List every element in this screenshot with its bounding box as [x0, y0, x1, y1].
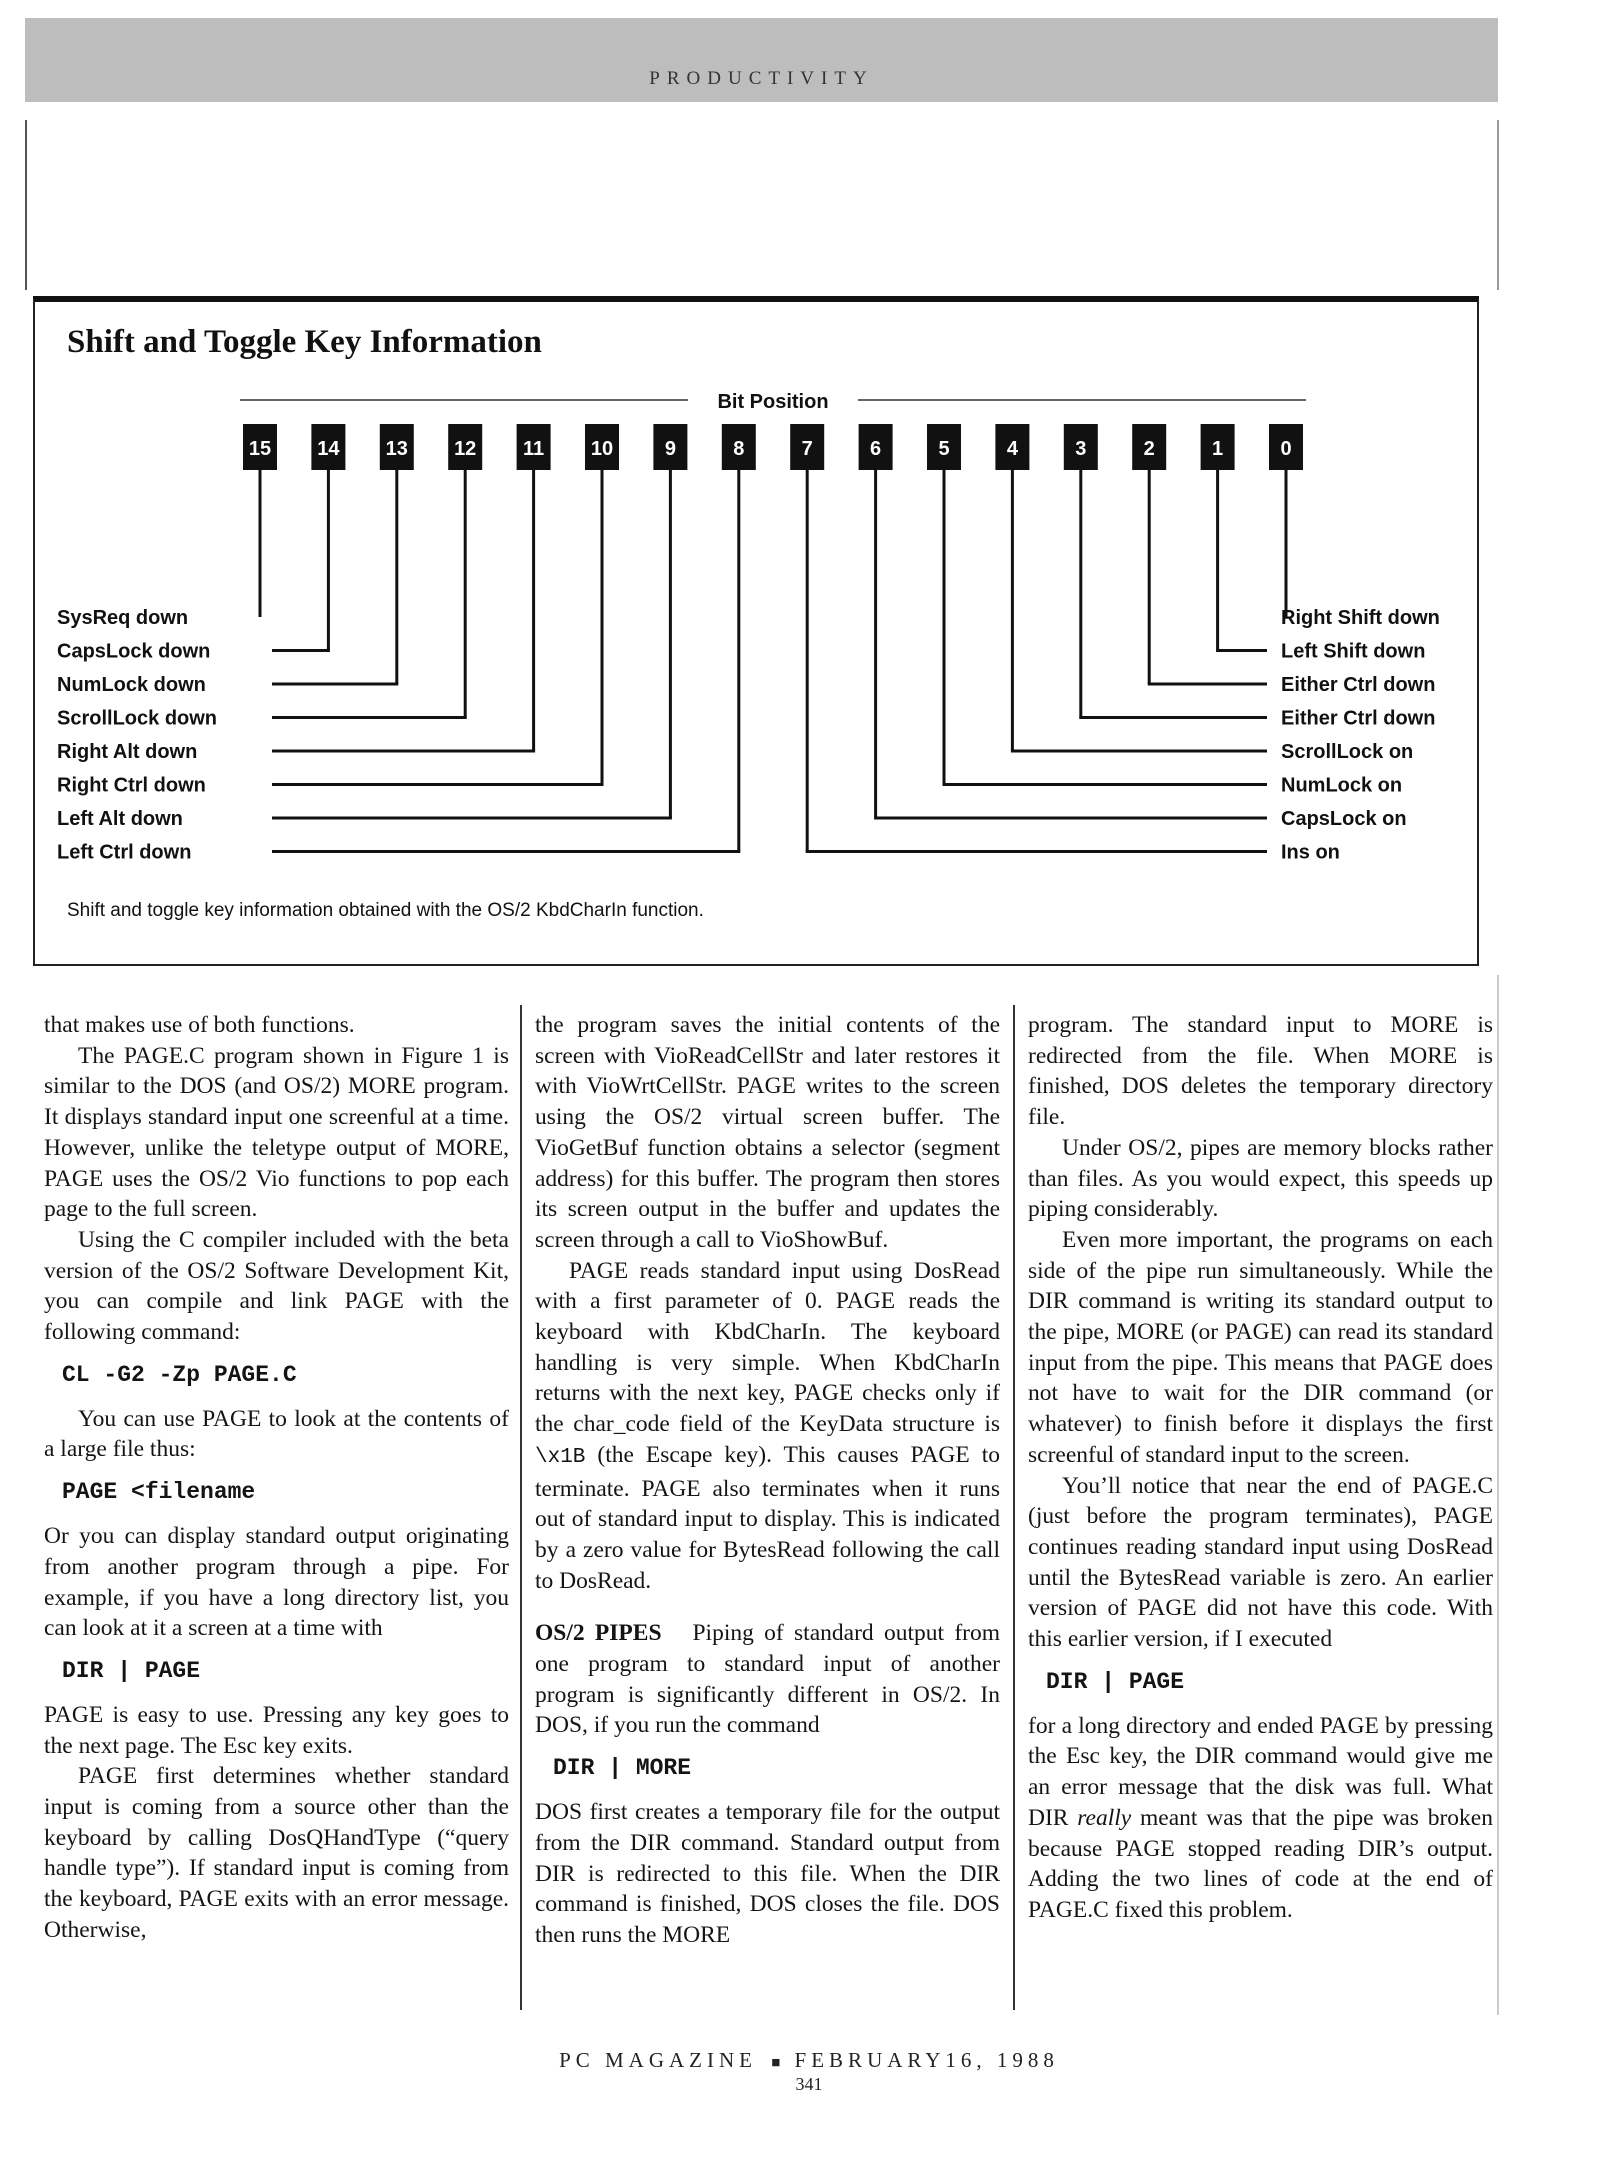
paragraph: Even more important, the programs on each side of the pipe run simultaneously. While the DIR command is writing its standard output to the pipe, MORE (or PAGE) can read its standard input from the pipe. This means that PAGE does not have to wait for the DIR command (or whatever) to finish before it displays the first screenful of standard input to the screen. [1028, 1226, 1493, 1468]
left-bit-label: NumLock down [57, 674, 206, 696]
column-rule-1 [520, 1005, 522, 2010]
page-number: 341 [795, 2074, 823, 2094]
frame-rule-left [25, 120, 27, 290]
paragraph: PAGE first determines whether standard input is coming from a source other than the keyboard by calling DosQHandType (“query handle type”). If standard input is coming from the keyboard, PAGE exits with an error message. Otherwise, [44, 1763, 509, 1943]
bit-number-13: 13 [385, 438, 408, 460]
left-bit-label: CapsLock down [57, 640, 211, 663]
bit-number-2: 2 [1143, 438, 1155, 460]
right-bit-label: ScrollLock on [1281, 741, 1414, 763]
bit-number-0: 0 [1280, 438, 1292, 460]
figure-caption: Shift and toggle key information obtained with the OS/2 KbdCharIn function. [67, 900, 704, 921]
bit-number-10: 10 [590, 438, 614, 460]
left-bit-label: Left Ctrl down [57, 841, 192, 864]
bit-number-15: 15 [248, 438, 272, 460]
left-bit-label: SysReq down [57, 607, 189, 629]
article-column-3 [1028, 1010, 1493, 1926]
paragraph [535, 1618, 1000, 1741]
right-bit-label: Ins on [1281, 841, 1340, 864]
left-bit-label: Right Ctrl down [57, 774, 206, 797]
bit-number-5: 5 [938, 438, 950, 460]
bit-number-8: 8 [733, 438, 745, 460]
right-bit-label: Either Ctrl down [1281, 707, 1436, 730]
right-bit-label: Either Ctrl down [1281, 674, 1436, 696]
bit-number-6: 6 [870, 438, 882, 460]
bit-number-12: 12 [454, 438, 477, 460]
frame-rule-right-lower [1497, 975, 1499, 2015]
right-bit-label: NumLock on [1281, 774, 1403, 797]
paragraph: You’ll notice that near the end of PAGE.C (just before the program terminates), PAGE continues reading standard input using DosRead until the BytesRead variable is zero. An earlier version of PAGE did not have this code. With this earlier version, if I executed [1028, 1472, 1493, 1653]
paragraph-text: PAGE reads standard input using DosRead with a first parameter of 0. PAGE reads the keyboard with KbdCharIn. The keyboard handling is very simple. When KbdCharIn returns with the next key, PAGE checks only if the char_code field of the KeyData structure is [535, 1257, 1000, 1438]
bit-position-label: Bit Position [717, 391, 829, 413]
paragraph [1028, 1711, 1493, 1926]
paragraph: Or you can display standard output originating from another program through a pipe. For example, if you have a long directory list, you can look at it a screen at a time with [44, 1523, 509, 1642]
section-heading: OS/2 PIPES [535, 1620, 662, 1647]
section-title: PRODUCTIVITY [649, 68, 874, 89]
paragraph: PAGE is easy to use. Pressing any key goes to the next page. The Esc key exits. [44, 1701, 509, 1759]
right-bit-label: Right Shift down [1281, 607, 1440, 629]
emphasis: really [1077, 1804, 1132, 1831]
code-line: DIR | MORE [553, 1755, 692, 1782]
paragraph-text: (the Escape key). This causes PAGE to terminate. PAGE also terminates when it runs out of standard input to display. This is indicated by a zero value for BytesRead following the call to DosRead. [535, 1441, 1000, 1594]
issue-date: FEBRUARY16, 1988 [794, 2048, 1059, 2072]
bit-number-4: 4 [1006, 438, 1018, 460]
bit-number-14: 14 [317, 438, 340, 460]
bit-number-1: 1 [1212, 438, 1224, 460]
page-footer [0, 2048, 1618, 2073]
article-column-1 [44, 1010, 509, 1946]
bit-number-9: 9 [664, 438, 676, 460]
code-line: DIR | PAGE [1046, 1668, 1185, 1695]
frame-rule-right [1497, 120, 1499, 290]
code-line: DIR | PAGE [62, 1657, 201, 1684]
paragraph: program. The standard input to MORE is redirected from the file. When MORE is finished, DOS deletes the temporary directory file. [1028, 1012, 1493, 1131]
paragraph-text: meant was that the pipe was broken because PAGE stopped reading DIR’s output. Adding the two lines of code at the end of PAGE.C fixed this problem. [1028, 1804, 1493, 1923]
right-bit-label: Left Shift down [1281, 640, 1426, 663]
article-column-2 [535, 1010, 1000, 1951]
bit-diagram [35, 302, 1481, 972]
paragraph: DOS first creates a temporary file for the output from the DIR command. Standard output from DIR is redirected to this file. When the DIR command is finished, DOS closes the file. DOS then runs the MORE [535, 1799, 1000, 1948]
code-line: CL -G2 -Zp PAGE.C [62, 1361, 297, 1388]
inline-code: \x1B [535, 1445, 586, 1469]
bit-number-3: 3 [1075, 438, 1087, 460]
right-bit-label: CapsLock on [1281, 808, 1407, 830]
left-bit-label: ScrollLock down [57, 707, 218, 730]
bit-diagram-figure [33, 296, 1479, 966]
header-bar [25, 18, 1498, 102]
paragraph: Under OS/2, pipes are memory blocks rather than files. As you would expect, this speeds up piping considerably. [1028, 1134, 1493, 1223]
bit-number-11: 11 [523, 438, 545, 460]
paragraph-text: for a long directory and ended PAGE by pressing the Esc key, the DIR command would give me an error message that the disk was full. What DIR [1028, 1712, 1493, 1831]
left-bit-label: Right Alt down [57, 741, 198, 763]
magazine-name: PC MAGAZINE [559, 2048, 757, 2072]
footer-separator: ■ [771, 2055, 781, 2071]
paragraph: You can use PAGE to look at the contents of a large file thus: [44, 1405, 509, 1463]
paragraph: the program saves the initial contents of the screen with VioReadCellStr and later restores it with VioWrtCellStr. PAGE writes to the screen using the OS/2 virtual screen buffer. The VioGetBuf function obtains a selector (segment address) for this buffer. The program then stores its screen output in the buffer and updates the screen through a call to VioShowBuf. [535, 1012, 1000, 1253]
paragraph [535, 1256, 1000, 1597]
left-bit-label: Left Alt down [57, 808, 183, 830]
code-line: PAGE <filename [62, 1479, 256, 1506]
column-rule-2 [1013, 1005, 1015, 2010]
paragraph: Using the C compiler included with the beta version of the OS/2 Software Development Kit, you can compile and link PAGE with the following command: [44, 1226, 509, 1346]
paragraph-text: Piping of standard output from one program to standard input of another program is significantly different in OS/2. In DOS, if you run the command [535, 1620, 1000, 1739]
paragraph: that makes use of both functions. [44, 1012, 355, 1038]
figure-title: Shift and Toggle Key Information [67, 324, 542, 360]
paragraph: The PAGE.C program shown in Figure 1 is similar to the DOS (and OS/2) MORE program. It displays standard input one screenful at a time. However, unlike the teletype output of MORE, PAGE uses the OS/2 Vio functions to pop each page to the full screen. [44, 1042, 509, 1223]
bit-number-7: 7 [801, 438, 813, 460]
